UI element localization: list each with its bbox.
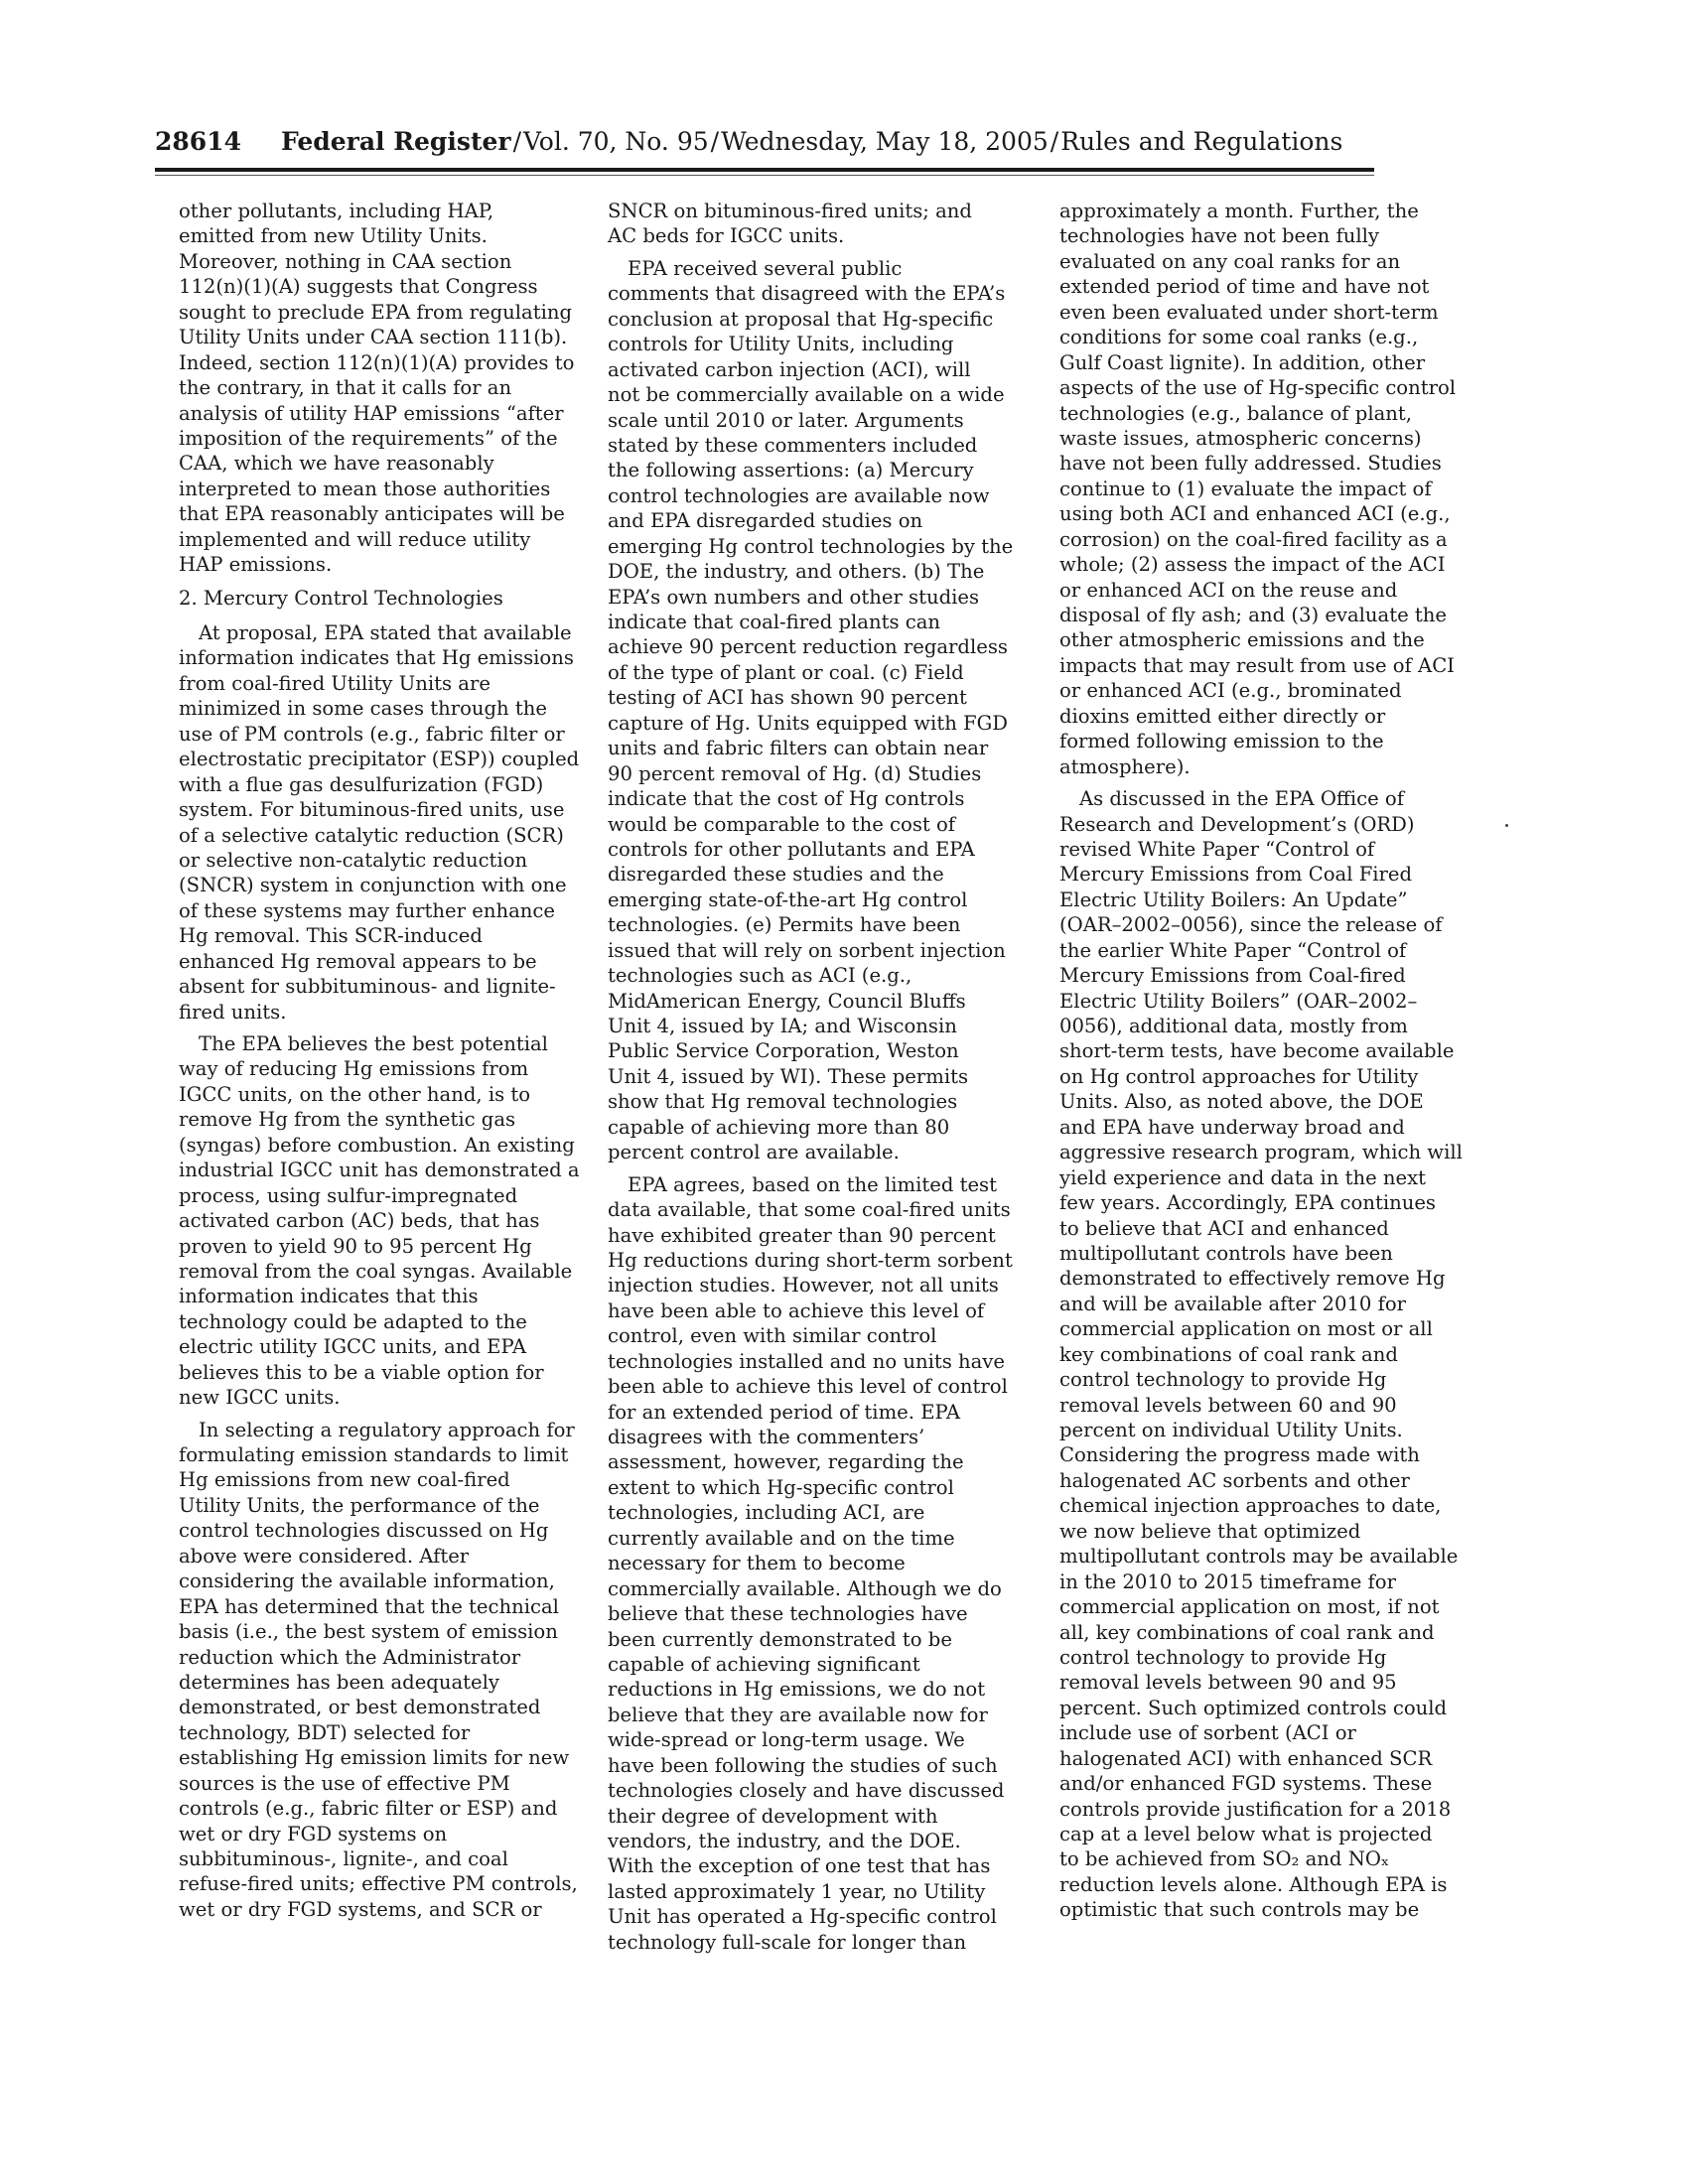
text-line: include use of sorbent (ACI or — [1059, 1721, 1356, 1745]
text-line: other pollutants, including HAP, — [179, 200, 494, 222]
volume-issue: Vol. 70, No. 95 — [523, 127, 709, 156]
text-line: Electric Utility Boilers” (OAR–2002– — [1059, 989, 1418, 1013]
text-line: in the 2010 to 2015 timeframe for — [1059, 1570, 1396, 1593]
text-line: halogenated AC sorbents and other — [1059, 1468, 1410, 1492]
text-line: halogenated ACI) with enhanced SCR — [1059, 1746, 1433, 1770]
text-line: would be comparable to the cost of — [608, 812, 956, 836]
text-line: demonstrated to effectively remove Hg — [1059, 1267, 1446, 1291]
text-line: AC beds for IGCC units. — [608, 224, 845, 248]
text-line: enhanced Hg removal appears to be — [179, 949, 537, 973]
text-line: With the exception of one test that has — [608, 1854, 991, 1878]
text-line: extent to which Hg-specific control — [608, 1475, 954, 1499]
text-line: removal levels between 90 and 95 — [1059, 1671, 1397, 1695]
text-line: Utility Units, the performance of the — [179, 1493, 540, 1517]
text-line: have exhibited greater than 90 percent — [608, 1223, 996, 1247]
text-line: stated by these commenters included — [608, 433, 978, 457]
text-line: commercial application on most, if not — [1059, 1595, 1440, 1619]
text-line: process, using sulfur-impregnated — [179, 1183, 518, 1207]
text-line: necessary for them to become — [608, 1552, 906, 1575]
text-line: new IGCC units. — [179, 1386, 341, 1410]
text-line: of these systems may further enhance — [179, 898, 555, 922]
text-line: and EPA have underway broad and — [1059, 1115, 1405, 1139]
text-line: the contrary, in that it calls for an — [179, 376, 512, 400]
paragraph-gap — [179, 1411, 586, 1418]
text-line: technology, BDT) selected for — [179, 1720, 471, 1744]
text-line: that EPA reasonably anticipates will be — [179, 502, 565, 526]
text-line: currently available and on the time — [608, 1526, 955, 1550]
text-line: HAP emissions. — [179, 553, 333, 577]
text-line: technologies, including ACI, are — [608, 1501, 925, 1525]
text-line: Unit has operated a Hg-specific control — [608, 1905, 997, 1929]
text-line: Hg removal. This SCR-induced — [179, 924, 483, 948]
text-column-2 — [608, 199, 1015, 1955]
text-line: their degree of development with — [608, 1804, 938, 1828]
text-line: technologies have not been fully — [1059, 224, 1379, 248]
text-line: emerging state-of-the-art Hg control — [608, 887, 968, 911]
text-line: issued that will rely on sorbent injection — [608, 938, 1006, 962]
text-line: units and fabric filters can obtain near — [608, 737, 989, 760]
text-line: Mercury Emissions from Coal-fired — [1059, 964, 1406, 988]
stray-mark — [1505, 824, 1508, 827]
text-line: activated carbon (AC) beds, that has — [179, 1209, 540, 1233]
text-line: waste issues, atmospheric concerns) — [1059, 426, 1422, 450]
text-line: control technologies are available now — [608, 483, 990, 507]
text-line: Unit 4, issued by WI). These permits — [608, 1064, 969, 1088]
text-line: capable of achieving more than 80 — [608, 1115, 950, 1139]
page-number: 28614 — [155, 127, 241, 156]
text-line: Public Service Corporation, Weston — [608, 1039, 959, 1063]
text-line: EPA agrees, based on the limited test — [628, 1172, 997, 1196]
text-line: commercial application on most or all — [1059, 1317, 1433, 1341]
text-line: (OAR–2002–0056), since the release of — [1059, 913, 1443, 937]
text-line: wet or dry FGD systems on — [179, 1822, 448, 1845]
text-line: remove Hg from the synthetic gas — [179, 1108, 516, 1132]
text-line: controls for other pollutants and EPA — [608, 837, 975, 861]
header-separator: / — [1050, 127, 1059, 156]
text-line: approximately a month. Further, the — [1059, 200, 1419, 222]
text-line: or selective non-catalytic reduction — [179, 848, 528, 872]
page-header — [155, 127, 1374, 167]
text-line: emitted from new Utility Units. — [179, 224, 488, 248]
text-line: aggressive research program, which will — [1059, 1141, 1463, 1164]
text-line: EPA has determined that the technical — [179, 1594, 559, 1618]
text-line: disagrees with the commenters’ — [608, 1426, 925, 1448]
text-line: Units. Also, as noted above, the DOE — [1059, 1090, 1424, 1114]
text-line: commercially available. Although we do — [608, 1576, 1002, 1600]
header-rule — [155, 168, 1374, 172]
text-line: (SNCR) system in conjunction with one — [179, 874, 567, 897]
text-line: capable of achieving significant — [608, 1652, 920, 1676]
text-line: optimistic that such controls may be — [1059, 1898, 1420, 1922]
text-line: CAA, which we have reasonably — [179, 452, 494, 476]
text-line: SNCR on bituminous-fired units; and — [608, 200, 972, 222]
text-line: 112(n)(1)(A) suggests that Congress — [179, 275, 538, 299]
text-column-3 — [1059, 199, 1467, 1923]
text-line: sources is the use of effective PM — [179, 1771, 510, 1795]
text-line: emerging Hg control technologies by the — [608, 534, 1014, 558]
text-line: whole; (2) assess the impact of the ACI — [1059, 553, 1446, 577]
text-line: Research and Development’s (ORD) — [1059, 812, 1415, 836]
text-line: of the type of plant or coal. (c) Field — [608, 660, 964, 684]
text-line: on Hg control approaches for Utility — [1059, 1064, 1419, 1088]
text-line: way of reducing Hg emissions from — [179, 1057, 529, 1081]
text-line: EPA received several public — [628, 256, 903, 280]
text-line: and will be available after 2010 for — [1059, 1292, 1407, 1315]
text-line: The EPA believes the best potential — [199, 1032, 548, 1055]
text-line: refuse-fired units; effective PM controls, — [179, 1872, 578, 1896]
text-line: achieve 90 percent reduction regardless — [608, 635, 1008, 659]
text-line: been able to achieve this level of control — [608, 1375, 1008, 1399]
text-line: other atmospheric emissions and the — [1059, 628, 1425, 652]
text-line: extended period of time and have not — [1059, 275, 1430, 299]
text-line: Considering the progress made with — [1059, 1443, 1420, 1467]
text-line: and/or enhanced FGD systems. These — [1059, 1772, 1433, 1796]
text-line: system. For bituminous-fired units, use — [179, 798, 565, 822]
paragraph-gap — [1059, 779, 1467, 786]
text-line: multipollutant controls may be available — [1059, 1545, 1459, 1569]
text-line: disposal of fly ash; and (3) evaluate the — [1059, 604, 1448, 626]
text-line: Indeed, section 112(n)(1)(A) provides to — [179, 350, 575, 374]
text-line: subbituminous-, lignite-, and coal — [179, 1847, 508, 1870]
text-line: In selecting a regulatory approach for — [199, 1418, 575, 1441]
text-line: to be achieved from SO₂ and NOₓ — [1059, 1847, 1390, 1871]
text-line: dioxins emitted either directly or — [1059, 704, 1386, 728]
text-line: testing of ACI has shown 90 percent — [608, 686, 967, 710]
text-line: controls provide justification for a 2018 — [1059, 1797, 1452, 1821]
text-line: technologies installed and no units have — [608, 1349, 1005, 1373]
text-column-1 — [179, 199, 586, 1922]
text-line: formed following emission to the — [1059, 730, 1384, 753]
text-line: impacts that may result from use of ACI — [1059, 653, 1455, 677]
text-line: use of PM controls (e.g., fabric filter or — [179, 722, 565, 746]
text-line: controls for Utility Units, including — [608, 333, 954, 356]
text-line: fired units. — [179, 1000, 287, 1024]
text-line: formulating emission standards to limit — [179, 1443, 569, 1466]
text-line: As discussed in the EPA Office of — [1079, 787, 1404, 811]
text-line: analysis of utility HAP emissions “after — [179, 401, 564, 425]
text-line: multipollutant controls have been — [1059, 1241, 1393, 1265]
text-line: vendors, the industry, and the DOE. — [608, 1830, 961, 1852]
text-line: control, even with similar control — [608, 1324, 937, 1348]
text-line: removal levels between 60 and 90 — [1059, 1393, 1397, 1417]
text-line: indicate that the cost of Hg controls — [608, 787, 965, 811]
journal-title: Federal Register — [280, 127, 511, 156]
text-line: continue to (1) evaluate the impact of — [1059, 477, 1432, 500]
text-line: information indicates that Hg emissions — [179, 646, 574, 670]
text-line: revised White Paper “Control of — [1059, 837, 1375, 861]
text-line: conditions for some coal ranks (e.g., — [1059, 326, 1419, 349]
text-line: for an extended period of time. EPA — [608, 1400, 961, 1424]
text-line: electrostatic precipitator (ESP)) coupled — [179, 748, 580, 771]
publication-date: Wednesday, May 18, 2005 — [721, 127, 1049, 156]
text-line: removal from the coal syngas. Available — [179, 1259, 573, 1283]
text-line: At proposal, EPA stated that available — [199, 621, 572, 644]
text-line: from coal-fired Utility Units are — [179, 671, 491, 695]
text-line: and EPA disregarded studies on — [608, 509, 923, 533]
text-line: percent control are available. — [608, 1141, 900, 1164]
text-line: MidAmerican Energy, Council Bluffs — [608, 989, 966, 1013]
paragraph-gap — [608, 249, 1015, 256]
text-line: chemical injection approaches to date, — [1059, 1494, 1442, 1518]
text-line: conclusion at proposal that Hg-specific — [608, 307, 994, 331]
text-line: with a flue gas desulfurization (FGD) — [179, 772, 544, 796]
text-line: Electric Utility Boilers: An Update” — [1059, 887, 1408, 911]
text-line: controls (e.g., fabric filter or ESP) and — [179, 1797, 558, 1821]
text-line: the following assertions: (a) Mercury — [608, 459, 974, 482]
text-line: yield experience and data in the next — [1059, 1165, 1427, 1189]
text-line: of a selective catalytic reduction (SCR) — [179, 823, 564, 847]
text-line: believes this to be a viable option for — [179, 1360, 544, 1384]
text-line: technologies such as ACI (e.g., — [608, 964, 912, 988]
text-line: aspects of the use of Hg-specific control — [1059, 376, 1457, 400]
text-line: control technology to provide Hg — [1059, 1645, 1387, 1669]
text-line: have been following the studies of such — [608, 1753, 998, 1777]
text-line: atmosphere). — [1059, 754, 1191, 778]
text-line: percent on individual Utility Units. — [1059, 1419, 1403, 1441]
text-line: control technology to provide Hg — [1059, 1368, 1387, 1392]
text-line: been currently demonstrated to be — [608, 1627, 952, 1651]
text-line: technology could be adapted to the — [179, 1309, 527, 1333]
text-line: absent for subbituminous- and lignite- — [179, 975, 556, 999]
text-line: percent. Such optimized controls could — [1059, 1696, 1448, 1719]
text-line: sought to preclude EPA from regulating — [179, 300, 573, 324]
text-line: key combinations of coal rank and — [1059, 1342, 1398, 1366]
text-line: few years. Accordingly, EPA continues — [1059, 1191, 1436, 1215]
text-line: even been evaluated under short-term — [1059, 300, 1439, 324]
text-line: not be commercially available on a wide — [608, 383, 1005, 407]
text-line: IGCC units, on the other hand, is to — [179, 1082, 531, 1106]
text-line: implemented and will reduce utility — [179, 527, 531, 551]
text-line: electric utility IGCC units, and EPA — [179, 1335, 527, 1359]
section-name: Rules and Regulations — [1060, 127, 1343, 156]
text-line: minimized in some cases through the — [179, 697, 547, 721]
text-line: have been able to achieve this level of — [608, 1298, 985, 1322]
text-line: have not been fully addressed. Studies — [1059, 452, 1442, 476]
header-separator: / — [710, 127, 720, 156]
text-line: to believe that ACI and enhanced — [1059, 1216, 1389, 1240]
text-line: reduction levels alone. Although EPA is — [1059, 1872, 1448, 1896]
text-line: we now believe that optimized — [1059, 1519, 1361, 1543]
text-line: EPA’s own numbers and other studies — [608, 585, 980, 609]
text-line: show that Hg removal technologies — [608, 1090, 958, 1114]
text-line: reduction which the Administrator — [179, 1645, 521, 1669]
text-line: activated carbon injection (ACI), will — [608, 357, 971, 381]
text-line: Utility Units under CAA section 111(b). — [179, 326, 568, 349]
text-line: comments that disagreed with the EPA’s — [608, 282, 1006, 306]
text-line: basis (i.e., the best system of emission — [179, 1620, 558, 1644]
text-line: DOE, the industry, and others. (b) The — [608, 560, 985, 584]
text-line: disregarded these studies and the — [608, 863, 944, 887]
text-line: reductions in Hg emissions, we do not — [608, 1678, 986, 1702]
text-line: establishing Hg emission limits for new — [179, 1746, 570, 1770]
text-line: short-term tests, have become available — [1059, 1039, 1455, 1063]
text-line: wide-spread or long-term usage. We — [608, 1728, 965, 1752]
text-line: technologies closely and have discussed — [608, 1779, 1005, 1803]
text-line: control technologies discussed on Hg — [179, 1519, 549, 1543]
text-line: determines has been adequately — [179, 1670, 499, 1694]
text-line: imposition of the requirements” of the — [179, 426, 558, 450]
text-line: demonstrated, or best demonstrated — [179, 1696, 541, 1719]
text-line: assessment, however, regarding the — [608, 1450, 964, 1474]
text-line: Hg reductions during short-term sorbent — [608, 1248, 1013, 1272]
text-line: industrial IGCC unit has demonstrated a — [179, 1159, 580, 1182]
section-heading: 2. Mercury Control Technologies — [179, 586, 503, 610]
text-line: considering the available information, — [179, 1570, 555, 1593]
text-line: 90 percent removal of Hg. (d) Studies — [608, 761, 982, 785]
text-line: proven to yield 90 to 95 percent Hg — [179, 1234, 532, 1258]
text-line: technology full-scale for longer than — [608, 1930, 967, 1954]
text-line: scale until 2010 or later. Arguments — [608, 408, 964, 432]
text-line: injection studies. However, not all units — [608, 1274, 999, 1297]
text-line: data available, that some coal-fired units — [608, 1198, 1011, 1222]
text-line: lasted approximately 1 year, no Utility — [608, 1879, 986, 1903]
text-line: Moreover, nothing in CAA section — [179, 249, 512, 273]
text-line: Unit 4, issued by IA; and Wisconsin — [608, 1015, 957, 1037]
text-line: technologies (e.g., balance of plant, — [1059, 401, 1413, 425]
text-line: Hg emissions from new coal-fired — [179, 1468, 510, 1492]
text-line: the earlier White Paper “Control of — [1059, 938, 1407, 962]
header-rule-thin — [155, 175, 1374, 176]
text-line: or enhanced ACI (e.g., brominated — [1059, 679, 1402, 703]
paragraph-gap — [608, 1165, 1015, 1172]
paragraph-gap — [179, 1024, 586, 1031]
text-line: interpreted to mean those authorities — [179, 477, 551, 500]
text-line: capture of Hg. Units equipped with FGD — [608, 711, 1008, 735]
text-line: using both ACI and enhanced ACI (e.g., — [1059, 502, 1451, 526]
text-line: believe that these technologies have — [608, 1602, 968, 1626]
header-separator: / — [512, 127, 522, 156]
text-line: indicate that coal-fired plants can — [608, 611, 941, 633]
text-line: corrosion) on the coal-fired facility as a — [1059, 527, 1448, 551]
text-line: or enhanced ACI on the reuse and — [1059, 578, 1398, 602]
text-line: believe that they are available now for — [608, 1703, 988, 1726]
text-line: (syngas) before combustion. An existing — [179, 1133, 575, 1157]
text-line: evaluated on any coal ranks for an — [1059, 249, 1401, 273]
text-line: all, key combinations of coal rank and — [1059, 1620, 1435, 1644]
text-line: Mercury Emissions from Coal Fired — [1059, 863, 1413, 887]
text-line: Gulf Coast lignite). In addition, other — [1059, 350, 1426, 374]
text-line: technologies. (e) Permits have been — [608, 913, 961, 937]
text-line: wet or dry FGD systems, and SCR or — [179, 1897, 542, 1921]
text-line: information indicates that this — [179, 1285, 479, 1308]
text-line: 0056), additional data, mostly from — [1059, 1015, 1408, 1037]
text-line: cap at a level below what is projected — [1059, 1823, 1433, 1845]
text-line: above were considered. After — [179, 1544, 470, 1568]
